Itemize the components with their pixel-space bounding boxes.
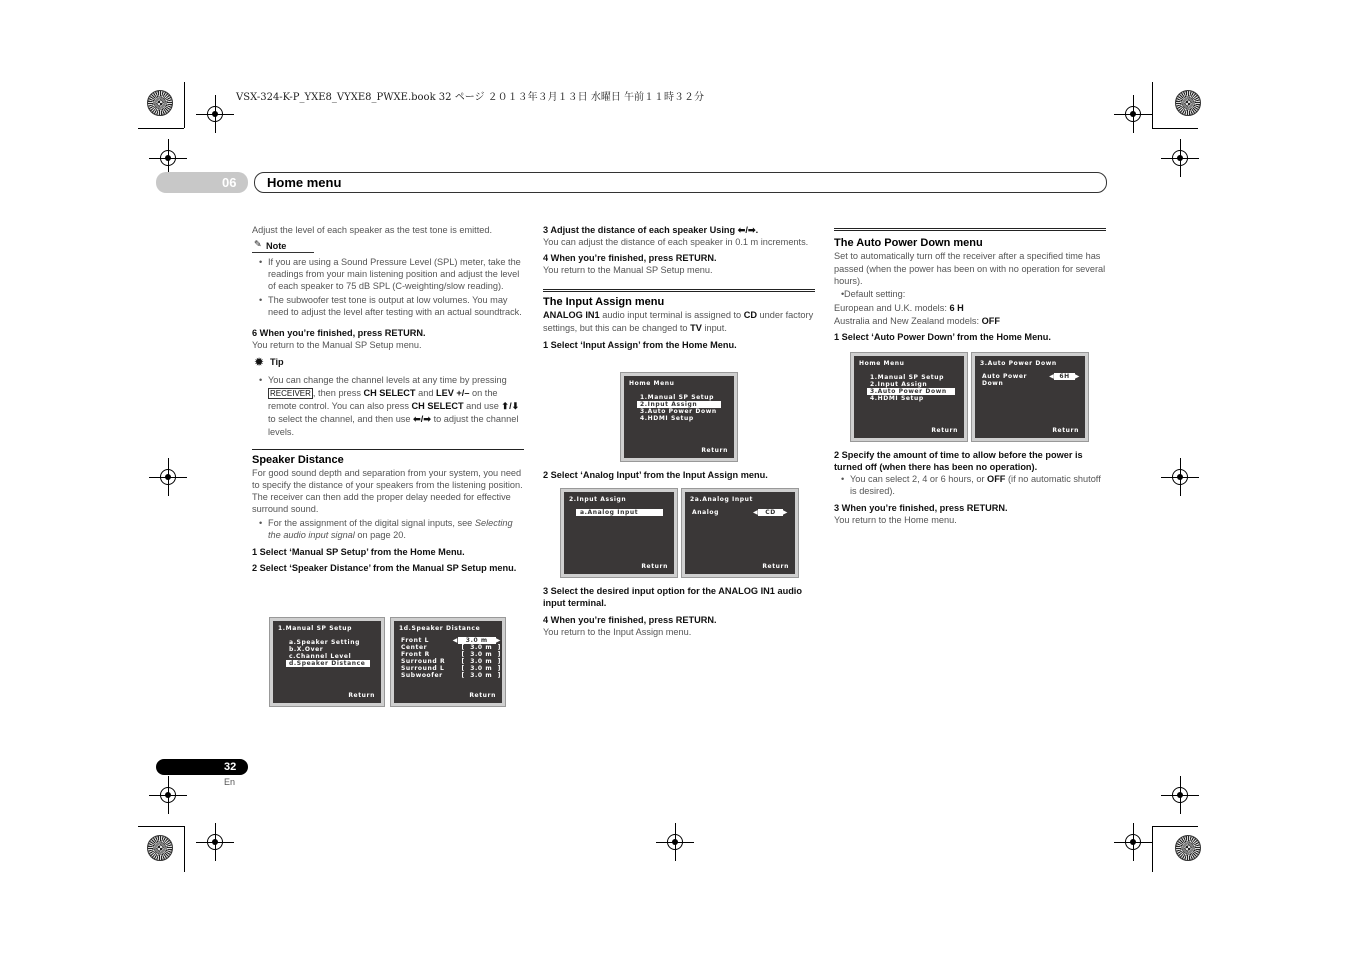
step-3: 3 Adjust the distance of each speaker Using ⬅/➡. [543,225,759,235]
speaker-distance-heading: Speaker Distance [252,454,344,466]
crop-line [138,826,184,827]
tip-label: ✹ Tip [252,357,284,367]
note-item: • If you are using a Sound Pressure Level (SPL) meter, take the readings from your main listening position and adjust the level of each speaker to 75 dB SPL (C-weighting/slow reading). [252,256,524,292]
apd-step-3: 3 When you’re finished, press RETURN. [834,503,1008,513]
step-6: 6 When you’re finished, press RETURN. [252,328,426,338]
crosshair-icon [160,787,176,803]
crosshair-icon [667,834,683,850]
up-down-arrow-icon: ⬆/⬇ [501,401,520,411]
auto-power-down-text: Set to automatically turn off the receiver after a specified time has passed (when the power has been on with no operation for several hours). [834,251,1106,286]
step-1: 1 Select ‘Manual SP Setup’ from the Home Menu. [252,547,465,557]
apd-step-1: 1 Select ‘Auto Power Down’ from the Home Menu. [834,331,1051,342]
crosshair-icon [1172,469,1188,485]
input-assign-heading: The Input Assign menu [543,296,665,308]
crop-line [1152,82,1153,128]
crop-line [184,826,185,872]
crosshair-icon [1125,106,1141,122]
auto-power-down-heading: The Auto Power Down menu [834,237,983,249]
tip-item: • You can change the channel levels at any time by pressing RECEIVER , then press CH SELECT and LEV +/– on the remote control. You can also press CH SELECT and use ⬆/⬇ to select the channel, and then use ⬅/➡ to adjust the channel levels. [252,374,524,439]
left-right-arrow-icon: ⬅/➡ [413,414,432,424]
crop-line [138,128,184,129]
step-4: 4 When you’re finished, press RETURN. [543,253,717,263]
crosshair-icon [1172,787,1188,803]
crop-line [1152,826,1153,872]
au-default: Australia and New Zealand models: OFF [834,315,1000,326]
registration-rosette [147,835,173,861]
crop-line [1152,826,1198,827]
crosshair-icon [1172,150,1188,166]
input-assign-step-3: 3 Select the desired input option for the ANALOG IN1 audio input terminal. [543,586,802,608]
crop-line [1152,128,1198,129]
column-2-bottom [543,585,815,638]
section-rule [834,228,1106,231]
apd-step-2: 2 Specify the amount of time to allow before the power is turned off (when there has been no operation). [834,450,1083,472]
osd-home-menu-apd: Home Menu 1.Manual SP Setup 2.Input Assign 3.Auto Power Down 4.HDMI Setup Return [851,353,967,441]
step-4-text: You return to the Manual SP Setup menu. [543,265,713,275]
crop-line [184,82,185,128]
registration-rosette [1175,835,1201,861]
chapter-title: Home menu [267,175,342,190]
chapter-title-bar [254,172,1107,193]
crosshair-icon [160,469,176,485]
default-setting-label: • Default setting: [834,288,1106,300]
crosshair-icon [160,150,176,166]
section-rule [252,449,524,450]
chapter-number: 06 [222,175,237,190]
osd-auto-power-down: 3.Auto Power Down Auto Power Down ◀ 6H ▶ Return [972,353,1088,441]
step-3-text: You can adjust the distance of each speaker in 0.1 m increments. [543,237,809,247]
page-number: 32 [224,761,237,773]
column-1 [252,224,524,574]
osd-home-menu: Home Menu 1.Manual SP Setup 2.Input Assign 3.Auto Power Down 4.HDMI Setup Return [621,373,737,461]
column-3-bottom [834,449,1106,526]
input-assign-step-4-text: You return to the Input Assign menu. [543,627,692,637]
apd-step-2-bullet: • You can select 2, 4 or 6 hours, or OFF (if no automatic shutoff is desired). [834,473,1106,497]
speaker-distance-bullet: • For the assignment of the digital signal inputs, see Selecting the audio input signal on page 20. [252,517,524,541]
registration-rosette [147,90,173,116]
crosshair-icon [207,834,223,850]
osd-input-assign: 2.Input Assign a.Analog Input Return [561,489,677,577]
input-assign-step-2: 2 Select ‘Analog Input’ from the Input Assign menu. [543,470,768,480]
osd-analog-input: 2a.Analog Input Analog ◀ CD ▶ Return [682,489,798,577]
crosshair-icon [207,106,223,122]
note-label: ✎ Note [252,240,314,253]
apd-step-3-text: You return to the Home menu. [834,515,957,525]
osd-speaker-distance: 1d.Speaker Distance Front L ◀ 3.0 m ▶ Center [ 3.0 m ] Front R [ 3.0 m ] Surround R [ 3.0 m ] Surround L [ 3.0 m ] Subwoofer [ 3.0 m ] Return [391,618,505,706]
section-rule [543,289,815,292]
eu-default: European and U.K. models: 6 H [834,302,964,313]
column-2 [543,224,815,351]
input-assign-step-1: 1 Select ‘Input Assign’ from the Home Menu. [543,340,737,350]
crosshair-icon [1125,834,1141,850]
step-6-text: You return to the Manual SP Setup menu. [252,340,422,350]
registration-rosette [1175,90,1201,116]
intro-text: Adjust the level of each speaker as the test tone is emitted. [252,225,493,235]
note-item: • The subwoofer test tone is output at low volumes. You may need to adjust the level after testing with an actual soundtrack. [252,294,524,318]
speaker-distance-text: For good sound depth and separation from your system, you need to specify the distance of your speakers from the listening position. The receiver can then add the proper delay needed for effective surround sound. [252,468,523,514]
osd-manual-sp-setup: 1.Manual SP Setup a.Speaker Setting b.X.Over c.Channel Level d.Speaker Distance Return [270,618,384,706]
input-assign-text: ANALOG IN1 audio input terminal is assigned to CD under factory settings, but this can be changed to TV input. [543,310,814,333]
column-3 [834,228,1106,343]
file-header: VSX-324-K-P_YXE8_VYXE8_PWXE.book 32 ページ ２０１３年３月１３日 水曜日 午前１１時３２分 [236,92,705,103]
receiver-button-icon: RECEIVER [270,389,311,398]
page-language: En [224,777,236,787]
step-2: 2 Select ‘Speaker Distance’ from the Manual SP Setup menu. [252,563,517,573]
input-assign-step-4: 4 When you’re finished, press RETURN. [543,615,717,625]
